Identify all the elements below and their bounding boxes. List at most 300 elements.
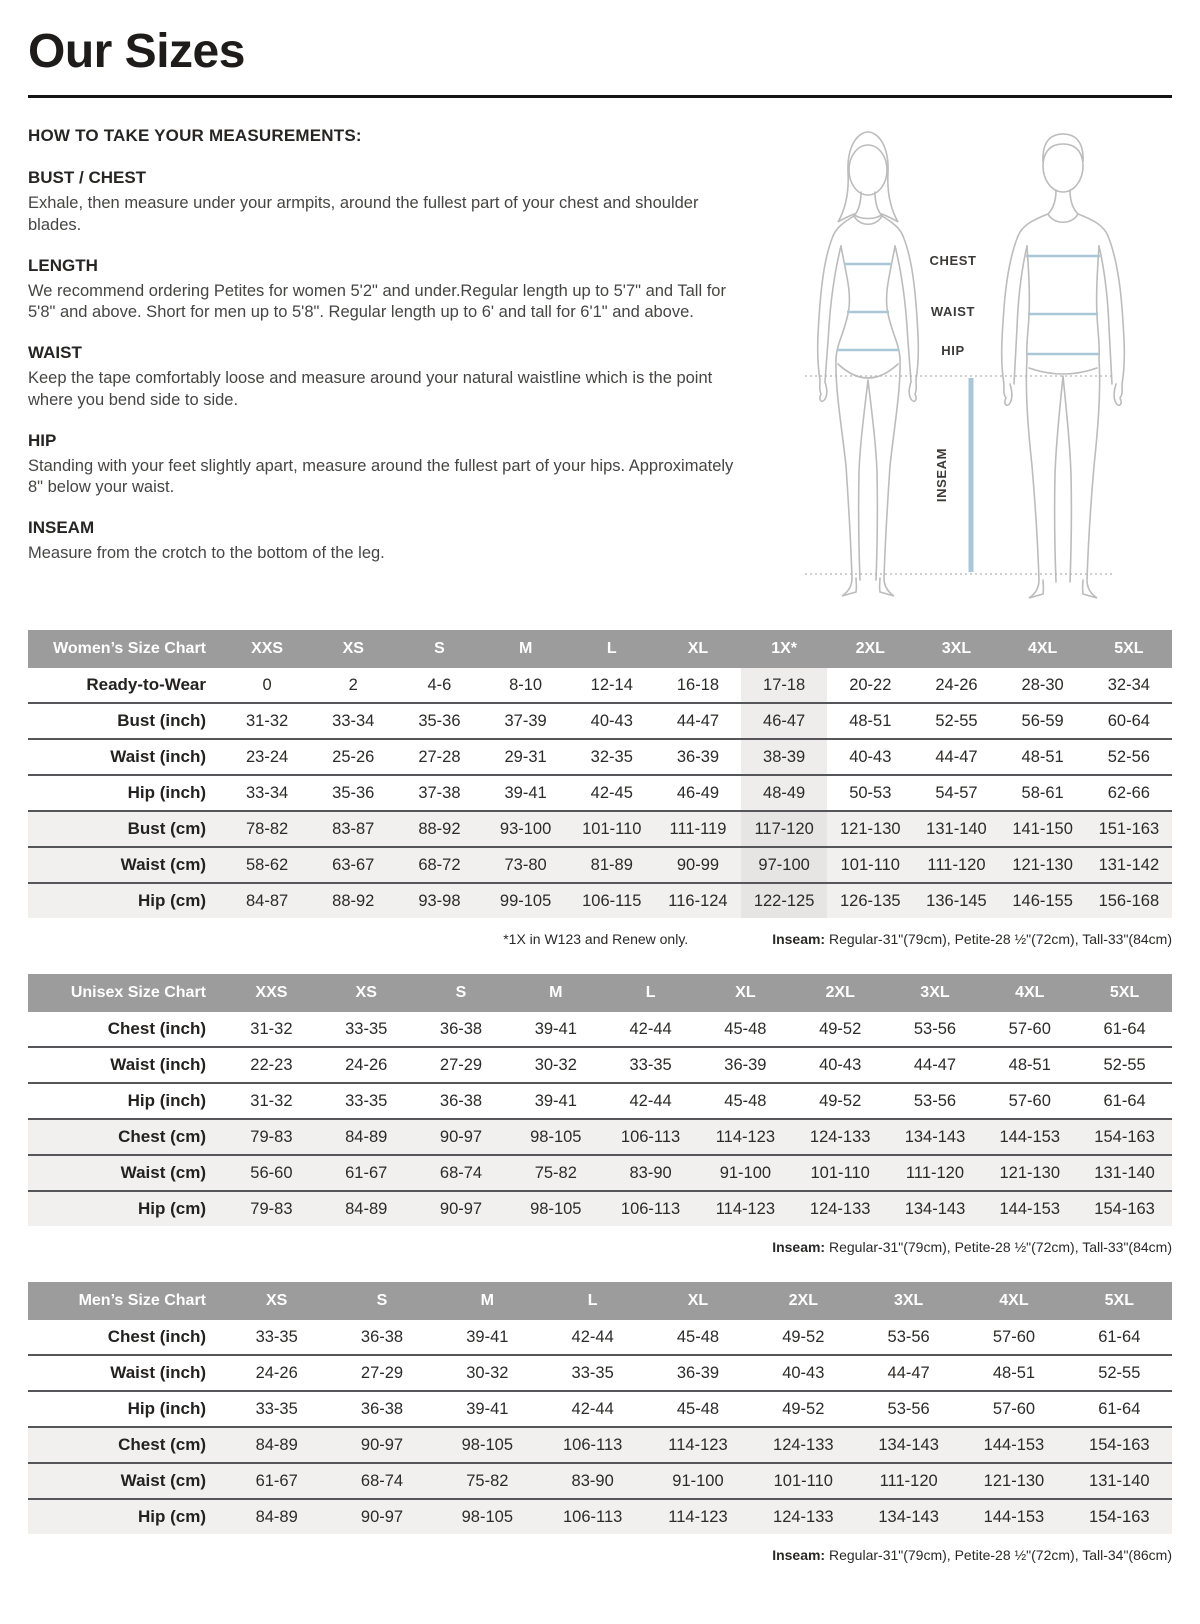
row-label: Chest (cm): [28, 1427, 224, 1463]
table-row: [28, 1320, 1172, 1355]
size-cell: 30-32: [508, 1047, 603, 1083]
unisex-inseam-note-text: Regular-31"(79cm), Petite-28 ½"(72cm), Tall-33"(84cm): [825, 1239, 1172, 1255]
column-header: XS: [310, 630, 396, 668]
size-cell: 154-163: [1077, 1119, 1172, 1155]
row-label: Hip (inch): [28, 1391, 224, 1427]
size-cell: 90-97: [329, 1499, 434, 1534]
table-row: [28, 1012, 1172, 1047]
column-header: 3XL: [913, 630, 999, 668]
header-row: [28, 974, 1172, 1012]
size-cell: 27-28: [396, 739, 482, 775]
column-header: L: [540, 1282, 645, 1320]
size-cell: 84-87: [224, 883, 310, 918]
size-cell: 31-32: [250, 1019, 293, 1038]
size-cell: 144-153: [982, 1119, 1077, 1155]
measurement-instructions: [28, 126, 740, 565]
column-header: M: [508, 974, 603, 1012]
size-cell: 131-140: [1067, 1463, 1172, 1499]
size-cell: 57-60: [982, 1083, 1077, 1119]
size-cell: 50-53: [827, 775, 913, 811]
size-cell: 98-105: [508, 1119, 603, 1155]
size-cell: 27-29: [329, 1355, 434, 1391]
size-cell: 2: [348, 675, 358, 694]
size-cell: 28-30: [1021, 675, 1064, 694]
size-cell: 30-32: [435, 1355, 540, 1391]
women-size-chart-table: [28, 630, 1172, 918]
size-cell: 111-120: [856, 1463, 961, 1499]
size-cell: 33-34: [224, 775, 310, 811]
women-inseam-note-text: Regular-31"(79cm), Petite-28 ½"(72cm), Tall-33"(84cm): [825, 931, 1172, 947]
size-cell: 33-35: [319, 1083, 414, 1119]
size-cell: 62-66: [1086, 775, 1172, 811]
table-row: [28, 1499, 1172, 1534]
size-cell: 39-41: [483, 775, 569, 811]
size-cell: 37-39: [483, 703, 569, 739]
column-header: XL: [655, 630, 741, 668]
size-cell: 39-41: [435, 1391, 540, 1427]
column-header: XL: [698, 974, 793, 1012]
size-cell: 36-38: [439, 1019, 483, 1038]
size-cell: 68-74: [414, 1155, 509, 1191]
column-header: S: [329, 1282, 434, 1320]
size-cell: 126-135: [827, 883, 913, 918]
instruction-sections: [28, 168, 740, 565]
table-title: Women’s Size Chart: [28, 630, 224, 668]
header-row: [28, 630, 1172, 668]
table-row: [28, 1083, 1172, 1119]
size-cell: 98-105: [435, 1499, 540, 1534]
size-cell: 124-133: [793, 1191, 888, 1226]
size-cell: 53-56: [888, 1083, 983, 1119]
size-cell: 49-52: [782, 1327, 825, 1346]
row-label: Waist (inch): [28, 1355, 224, 1391]
women-size-chart: [28, 630, 1172, 947]
size-cell: 131-142: [1086, 847, 1172, 883]
size-cell: 48-51: [1000, 739, 1086, 775]
men-inseam-note: [772, 1547, 1172, 1563]
column-header: 4XL: [982, 974, 1077, 1012]
table-row: [28, 847, 1172, 883]
size-cell: 98-105: [508, 1191, 603, 1226]
section-body-inseam: Measure from the crotch to the bottom of the leg.: [28, 544, 385, 563]
size-cell: 144-153: [961, 1499, 1066, 1534]
dashed-guide-lines: [805, 376, 1115, 574]
size-cell: 44-47: [913, 739, 999, 775]
size-cell: 52-55: [1067, 1355, 1172, 1391]
section-heading-hip: HIP: [28, 430, 57, 450]
size-cell: 81-89: [569, 847, 655, 883]
women-inseam-note: [772, 931, 1172, 947]
size-cell: 48-51: [827, 703, 913, 739]
column-header: XS: [224, 1282, 329, 1320]
size-cell: 116-124: [655, 883, 741, 918]
size-cell: 101-110: [827, 847, 913, 883]
size-cell: 106-113: [603, 1191, 698, 1226]
size-cell: 42-44: [540, 1391, 645, 1427]
size-cell: 106-115: [569, 883, 655, 918]
size-cell: 141-150: [1000, 811, 1086, 847]
size-cell: 101-110: [569, 811, 655, 847]
column-header: 5XL: [1067, 1282, 1172, 1320]
size-cell: 36-39: [645, 1355, 750, 1391]
table-row: [28, 668, 1172, 703]
title-divider: [28, 95, 1172, 98]
hip-label: HIP: [941, 343, 965, 358]
size-cell: 37-38: [396, 775, 482, 811]
size-cell: 154-163: [1067, 1499, 1172, 1534]
size-cell: 53-56: [856, 1391, 961, 1427]
size-cell: 24-26: [224, 1355, 329, 1391]
size-cell: 88-92: [396, 811, 482, 847]
women-footnote: [28, 931, 1172, 947]
table-row: [28, 1427, 1172, 1463]
size-cell: 106-113: [540, 1427, 645, 1463]
size-cell: 44-47: [888, 1047, 983, 1083]
size-cell: 136-145: [913, 883, 999, 918]
size-cell: 90-97: [414, 1191, 509, 1226]
size-cell: 154-163: [1077, 1191, 1172, 1226]
size-cell: 99-105: [483, 883, 569, 918]
unisex-inseam-note-label: Inseam:: [772, 1239, 826, 1255]
size-cell: 23-24: [224, 739, 310, 775]
size-cell: 111-120: [913, 847, 999, 883]
row-label: Chest (inch): [107, 1019, 206, 1038]
header-row: [28, 1282, 1172, 1320]
column-header: 5XL: [1077, 974, 1172, 1012]
size-cell: 29-31: [483, 739, 569, 775]
row-label: Hip (cm): [28, 883, 224, 918]
size-cell: 49-52: [751, 1391, 856, 1427]
size-cell: 131-140: [1077, 1155, 1172, 1191]
how-to-heading: HOW TO TAKE YOUR MEASUREMENTS:: [28, 126, 362, 145]
size-cell: 33-35: [345, 1019, 388, 1038]
column-header: 2XL: [793, 974, 888, 1012]
size-cell: 111-120: [888, 1155, 983, 1191]
size-cell: 17-18: [741, 668, 827, 703]
men-inseam-note-text: Regular-31"(79cm), Petite-28 ½"(72cm), Tall-34"(86cm): [825, 1547, 1172, 1563]
size-cell: 42-44: [571, 1327, 614, 1346]
column-header: 3XL: [856, 1282, 961, 1320]
size-cell: 16-18: [676, 675, 720, 694]
size-cell: 27-29: [414, 1047, 509, 1083]
row-label: Waist (cm): [28, 1463, 224, 1499]
size-cell: 8-10: [509, 675, 543, 694]
size-cell: 36-38: [329, 1391, 434, 1427]
size-cell: 38-39: [741, 739, 827, 775]
size-cell: 61-67: [319, 1155, 414, 1191]
size-cell: 121-130: [961, 1463, 1066, 1499]
size-cell: 75-82: [508, 1155, 603, 1191]
size-cell: 33-35: [603, 1047, 698, 1083]
row-label: Waist (inch): [28, 1047, 224, 1083]
size-cell: 40-43: [827, 739, 913, 775]
section-heading-length: LENGTH: [28, 255, 98, 275]
column-header: L: [569, 630, 655, 668]
size-cell: 78-82: [224, 811, 310, 847]
row-label: Chest (inch): [107, 1327, 206, 1346]
size-cell: 88-92: [310, 883, 396, 918]
size-cell: 68-72: [396, 847, 482, 883]
size-cell: 25-26: [310, 739, 396, 775]
size-cell: 4-6: [427, 675, 452, 694]
size-cell: 91-100: [698, 1155, 793, 1191]
size-cell: 63-67: [310, 847, 396, 883]
table-row: [28, 703, 1172, 739]
size-cell: 90-99: [655, 847, 741, 883]
column-header: 4XL: [1000, 630, 1086, 668]
size-cell: 32-35: [569, 739, 655, 775]
row-label: Bust (inch): [28, 703, 224, 739]
size-cell: 134-143: [888, 1119, 983, 1155]
size-cell: 68-74: [329, 1463, 434, 1499]
row-label: Waist (cm): [28, 847, 224, 883]
table-title: Men’s Size Chart: [28, 1282, 224, 1320]
column-header: M: [483, 630, 569, 668]
table-row: [28, 1155, 1172, 1191]
size-cell: 39-41: [508, 1083, 603, 1119]
unisex-size-chart: [28, 974, 1172, 1255]
size-cell: 124-133: [751, 1427, 856, 1463]
size-cell: 134-143: [888, 1191, 983, 1226]
size-cell: 45-48: [698, 1083, 793, 1119]
size-cell: 83-90: [540, 1463, 645, 1499]
size-cell: 61-64: [1077, 1083, 1172, 1119]
size-cell: 35-36: [310, 775, 396, 811]
size-cell: 61-64: [1103, 1019, 1146, 1038]
section-body-waist: Keep the tape comfortably loose and measure around your natural waistline which is the point where you bend side to side.: [28, 369, 713, 409]
column-header: M: [435, 1282, 540, 1320]
size-cell: 134-143: [856, 1499, 961, 1534]
size-cell: 114-123: [645, 1427, 750, 1463]
size-cell: 39-41: [466, 1327, 509, 1346]
table-row: [28, 739, 1172, 775]
row-label: Hip (inch): [28, 775, 224, 811]
unisex-size-chart-table: [28, 974, 1172, 1226]
row-label: Ready-to-Wear: [86, 675, 206, 694]
size-cell: 79-83: [224, 1119, 319, 1155]
size-cell: 53-56: [913, 1019, 957, 1038]
size-cell: 106-113: [540, 1499, 645, 1534]
size-cell: 45-48: [724, 1019, 767, 1038]
size-cell: 114-123: [698, 1191, 793, 1226]
size-cell: 58-62: [224, 847, 310, 883]
size-cell: 40-43: [793, 1047, 888, 1083]
size-cell: 98-105: [435, 1427, 540, 1463]
male-figure-icon: [1002, 134, 1125, 598]
size-cell: 52-55: [913, 703, 999, 739]
row-label: Bust (cm): [28, 811, 224, 847]
size-cell: 60-64: [1086, 703, 1172, 739]
size-cell: 83-90: [603, 1155, 698, 1191]
men-size-chart: [28, 1282, 1172, 1563]
size-cell: 39-41: [534, 1019, 577, 1038]
size-cell: 54-57: [913, 775, 999, 811]
size-cell: 45-48: [645, 1391, 750, 1427]
size-cell: 48-51: [961, 1355, 1066, 1391]
men-inseam-note-label: Inseam:: [772, 1547, 826, 1563]
size-cell: 40-43: [751, 1355, 856, 1391]
column-header: 3XL: [888, 974, 983, 1012]
column-header: L: [603, 974, 698, 1012]
table-row: [28, 1391, 1172, 1427]
size-cell: 93-100: [483, 811, 569, 847]
size-cell: 58-61: [1000, 775, 1086, 811]
size-cell: 90-97: [414, 1119, 509, 1155]
size-cell: 24-26: [935, 675, 978, 694]
column-header: 2XL: [751, 1282, 856, 1320]
size-cell: 48-51: [982, 1047, 1077, 1083]
size-cell: 144-153: [982, 1191, 1077, 1226]
size-cell: 40-43: [569, 703, 655, 739]
size-cell: 93-98: [396, 883, 482, 918]
size-cell: 57-60: [992, 1327, 1036, 1346]
size-cell: 36-39: [655, 739, 741, 775]
size-cell: 56-59: [1000, 703, 1086, 739]
chest-label: CHEST: [929, 253, 977, 268]
section-body-length: We recommend ordering Petites for women 5'2" and under.Regular length up to 5'7" and Tall for 5'8" and above. Short for men up to 5'8". Regular length up to 6' and tall for 6'1" and above.: [28, 281, 726, 322]
size-cell: 156-168: [1086, 883, 1172, 918]
size-cell: 61-64: [1067, 1391, 1172, 1427]
men-footnote: [28, 1547, 1172, 1563]
measurement-diagram: [740, 126, 1172, 614]
size-charts: [28, 630, 1172, 1563]
size-cell: 131-140: [913, 811, 999, 847]
size-cell: 36-39: [698, 1047, 793, 1083]
size-cell: 151-163: [1086, 811, 1172, 847]
size-cell: 56-60: [224, 1155, 319, 1191]
unisex-inseam-note: [772, 1239, 1172, 1255]
section-body-hip: Standing with your feet slightly apart, measure around the fullest part of your hips. Approximately 8" below your waist.: [28, 456, 734, 497]
measurement-section: [28, 126, 1172, 614]
row-label: Chest (cm): [28, 1119, 224, 1155]
size-cell: 84-89: [224, 1499, 329, 1534]
women-footnote-left: *1X in W123 and Renew only.: [503, 931, 689, 947]
table-row: [28, 775, 1172, 811]
table-title: Unisex Size Chart: [28, 974, 224, 1012]
page-title: Our Sizes: [28, 25, 245, 78]
column-header: 1X*: [741, 630, 827, 668]
size-cell: 44-47: [856, 1355, 961, 1391]
column-header: 4XL: [961, 1282, 1066, 1320]
row-label: Waist (inch): [28, 739, 224, 775]
size-guide-page: [0, 24, 1200, 1624]
size-cell: 33-35: [540, 1355, 645, 1391]
size-cell: 114-123: [698, 1119, 793, 1155]
column-header: 2XL: [827, 630, 913, 668]
size-cell: 101-110: [751, 1463, 856, 1499]
size-cell: 75-82: [435, 1463, 540, 1499]
size-cell: 31-32: [224, 1083, 319, 1119]
size-cell: 52-55: [1077, 1047, 1172, 1083]
size-cell: 90-97: [329, 1427, 434, 1463]
size-cell: 46-49: [655, 775, 741, 811]
column-header: XL: [645, 1282, 750, 1320]
size-cell: 83-87: [310, 811, 396, 847]
table-row: [28, 1191, 1172, 1226]
size-cell: 31-32: [224, 703, 310, 739]
size-cell: 33-34: [310, 703, 396, 739]
size-cell: 22-23: [224, 1047, 319, 1083]
table-row: [28, 811, 1172, 847]
size-cell: 84-89: [224, 1427, 329, 1463]
size-cell: 84-89: [319, 1191, 414, 1226]
size-cell: 48-49: [741, 775, 827, 811]
size-cell: 33-35: [255, 1327, 298, 1346]
size-cell: 57-60: [1008, 1019, 1051, 1038]
size-cell: 12-14: [590, 675, 633, 694]
unisex-footnote: [28, 1239, 1172, 1255]
row-label: Hip (cm): [28, 1191, 224, 1226]
size-cell: 53-56: [887, 1327, 930, 1346]
table-row: [28, 1463, 1172, 1499]
section-body-bust-chest: Exhale, then measure under your armpits, around the fullest part of your chest and shoulder blades.: [28, 194, 699, 234]
inseam-label: INSEAM: [934, 447, 949, 503]
table-row: [28, 883, 1172, 918]
size-cell: 36-38: [414, 1083, 509, 1119]
size-cell: 32-34: [1107, 675, 1150, 694]
size-cell: 106-113: [603, 1119, 698, 1155]
size-cell: 84-89: [319, 1119, 414, 1155]
column-header: XXS: [224, 974, 319, 1012]
size-cell: 124-133: [793, 1119, 888, 1155]
size-cell: 117-120: [741, 811, 827, 847]
table-row: [28, 1355, 1172, 1391]
size-cell: 42-44: [629, 1019, 672, 1038]
size-cell: 49-52: [793, 1083, 888, 1119]
size-cell: 42-45: [569, 775, 655, 811]
size-cell: 45-48: [676, 1327, 720, 1346]
size-cell: 144-153: [961, 1427, 1066, 1463]
size-cell: 121-130: [1000, 847, 1086, 883]
size-cell: 134-143: [856, 1427, 961, 1463]
table-row: [28, 1047, 1172, 1083]
size-cell: 121-130: [982, 1155, 1077, 1191]
size-cell: 33-35: [224, 1391, 329, 1427]
female-figure-icon: [818, 132, 919, 596]
size-cell: 124-133: [751, 1499, 856, 1534]
size-cell: 146-155: [1000, 883, 1086, 918]
column-header: S: [396, 630, 482, 668]
column-header: XXS: [224, 630, 310, 668]
section-heading-bust-chest: BUST / CHEST: [28, 168, 147, 187]
size-cell: 101-110: [793, 1155, 888, 1191]
size-cell: 154-163: [1067, 1427, 1172, 1463]
men-size-chart-table: [28, 1282, 1172, 1534]
size-cell: 91-100: [645, 1463, 750, 1499]
column-header: 5XL: [1086, 630, 1172, 668]
size-cell: 57-60: [961, 1391, 1066, 1427]
size-cell: 46-47: [741, 703, 827, 739]
column-header: XS: [319, 974, 414, 1012]
size-cell: 61-64: [1098, 1327, 1141, 1346]
size-cell: 114-123: [645, 1499, 750, 1534]
table-row: [28, 1119, 1172, 1155]
size-cell: 61-67: [224, 1463, 329, 1499]
waist-label: WAIST: [930, 304, 976, 319]
size-cell: 97-100: [741, 847, 827, 883]
size-cell: 20-22: [849, 675, 892, 694]
size-cell: 24-26: [319, 1047, 414, 1083]
row-label: Waist (cm): [28, 1155, 224, 1191]
body-measurement-illustration: [780, 128, 1172, 614]
size-cell: 42-44: [603, 1083, 698, 1119]
size-cell: 44-47: [655, 703, 741, 739]
size-cell: 36-38: [360, 1327, 404, 1346]
size-cell: 35-36: [396, 703, 482, 739]
section-heading-inseam: INSEAM: [28, 518, 95, 538]
size-cell: 122-125: [741, 883, 827, 918]
size-cell: 73-80: [483, 847, 569, 883]
